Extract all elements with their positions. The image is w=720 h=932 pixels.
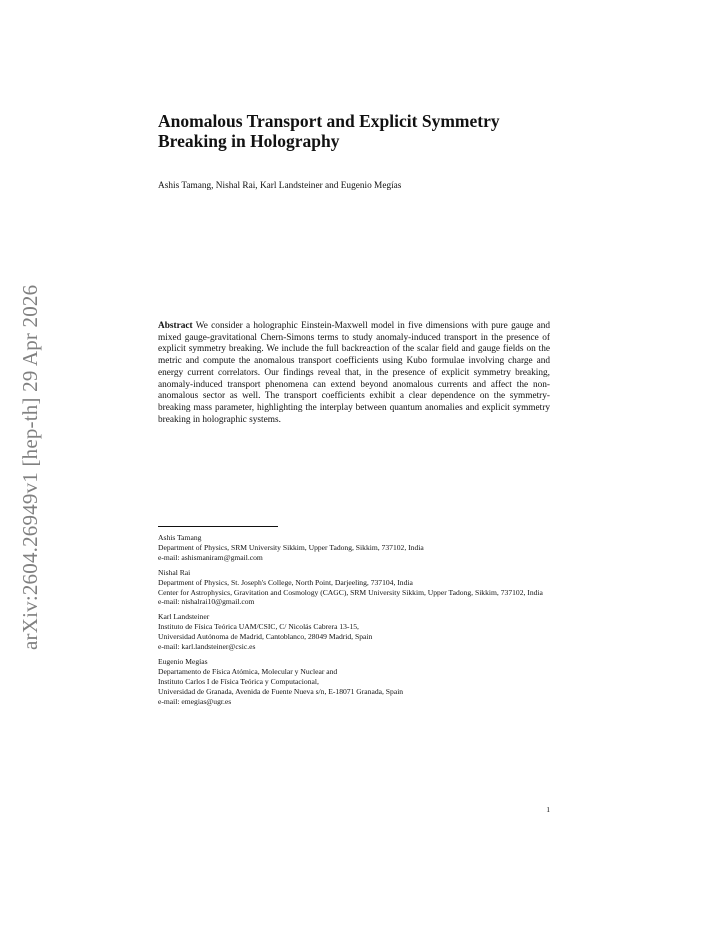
footnote-rule [158, 526, 278, 527]
affiliation-rai [158, 568, 550, 608]
affiliation-line: Department of Physics, SRM University Sikkim, Upper Tadong, Sikkim, 737102, India [158, 542, 424, 552]
affiliation-email: e-mail: nishalrai10@gmail.com [158, 597, 255, 607]
affiliation-tamang [158, 533, 550, 563]
affiliation-email: e-mail: karl.landsteiner@csic.es [158, 642, 256, 652]
affiliation-line: Instituto Carlos I de Física Teórica y Computacional, [158, 676, 319, 686]
paper-title: Anomalous Transport and Explicit Symmetry Breaking in Holography [158, 111, 500, 151]
author-list: Ashis Tamang, Nishal Rai, Karl Landsteiner and Eugenio Megías [158, 181, 402, 191]
affiliation-line: Universidad Autónoma de Madrid, Cantoblanco, 28049 Madrid, Spain [158, 632, 373, 642]
affiliation-name: Karl Landsteiner [158, 612, 210, 622]
affiliation-megias [158, 657, 550, 707]
abstract-text: We consider a holographic Einstein-Maxwell model in five dimensions with pure gauge and mixed gauge-gravitational Chern-Simons terms to study anomaly-induced transport in the presence of explicit symmetry breaking. We include the full backreaction of the scalar field and gauge fields on the metric and compute the anomalous transport coefficients using Kubo formulae involving charge and energy current correlators. Our findings reveal that, in the presence of explicit symmetry breaking, anomaly-induced transport phenomena can extend beyond anomalous currents and affect the non-anomalous sector as well. The transport coefficients exhibit a clear dependence on the symmetry-breaking mass parameter, highlighting the interplay between quantum anomalies and explicit symmetry breaking in holographic systems. [158, 321, 550, 425]
affiliation-line: Instituto de Física Teórica UAM/CSIC, C/ Nicolás Cabrera 13-15, [158, 622, 359, 632]
arxiv-identifier-stamp: arXiv:2604.26949v1 [hep-th] 29 Apr 2026 [18, 284, 42, 650]
affiliation-landsteiner [158, 612, 550, 652]
affiliation-email: e-mail: ashismaniram@gmail.com [158, 552, 263, 562]
affiliation-name: Ashis Tamang [158, 533, 202, 542]
affiliation-line: Department of Physics, St. Joseph's College, North Point, Darjeeling, 737104, India [158, 577, 413, 587]
page-number: 1 [546, 805, 550, 814]
affiliation-line: Departamento de Física Atómica, Molecular y Nuclear and [158, 666, 338, 676]
affiliation-name: Eugenio Megías [158, 656, 208, 666]
abstract [158, 321, 550, 426]
affiliation-name: Nishal Rai [158, 567, 191, 577]
affiliation-email: e-mail: emegias@ugr.es [158, 696, 232, 706]
affiliation-line: Universidad de Granada, Avenida de Fuente Nueva s/n, E-18071 Granada, Spain [158, 686, 404, 696]
affiliation-line: Center for Astrophysics, Gravitation and Cosmology (CAGC), SRM University Sikkim, Upper Tadong, Sikkim, 737102, India [158, 587, 543, 597]
abstract-label: Abstract [158, 321, 193, 331]
affiliations [158, 533, 550, 712]
